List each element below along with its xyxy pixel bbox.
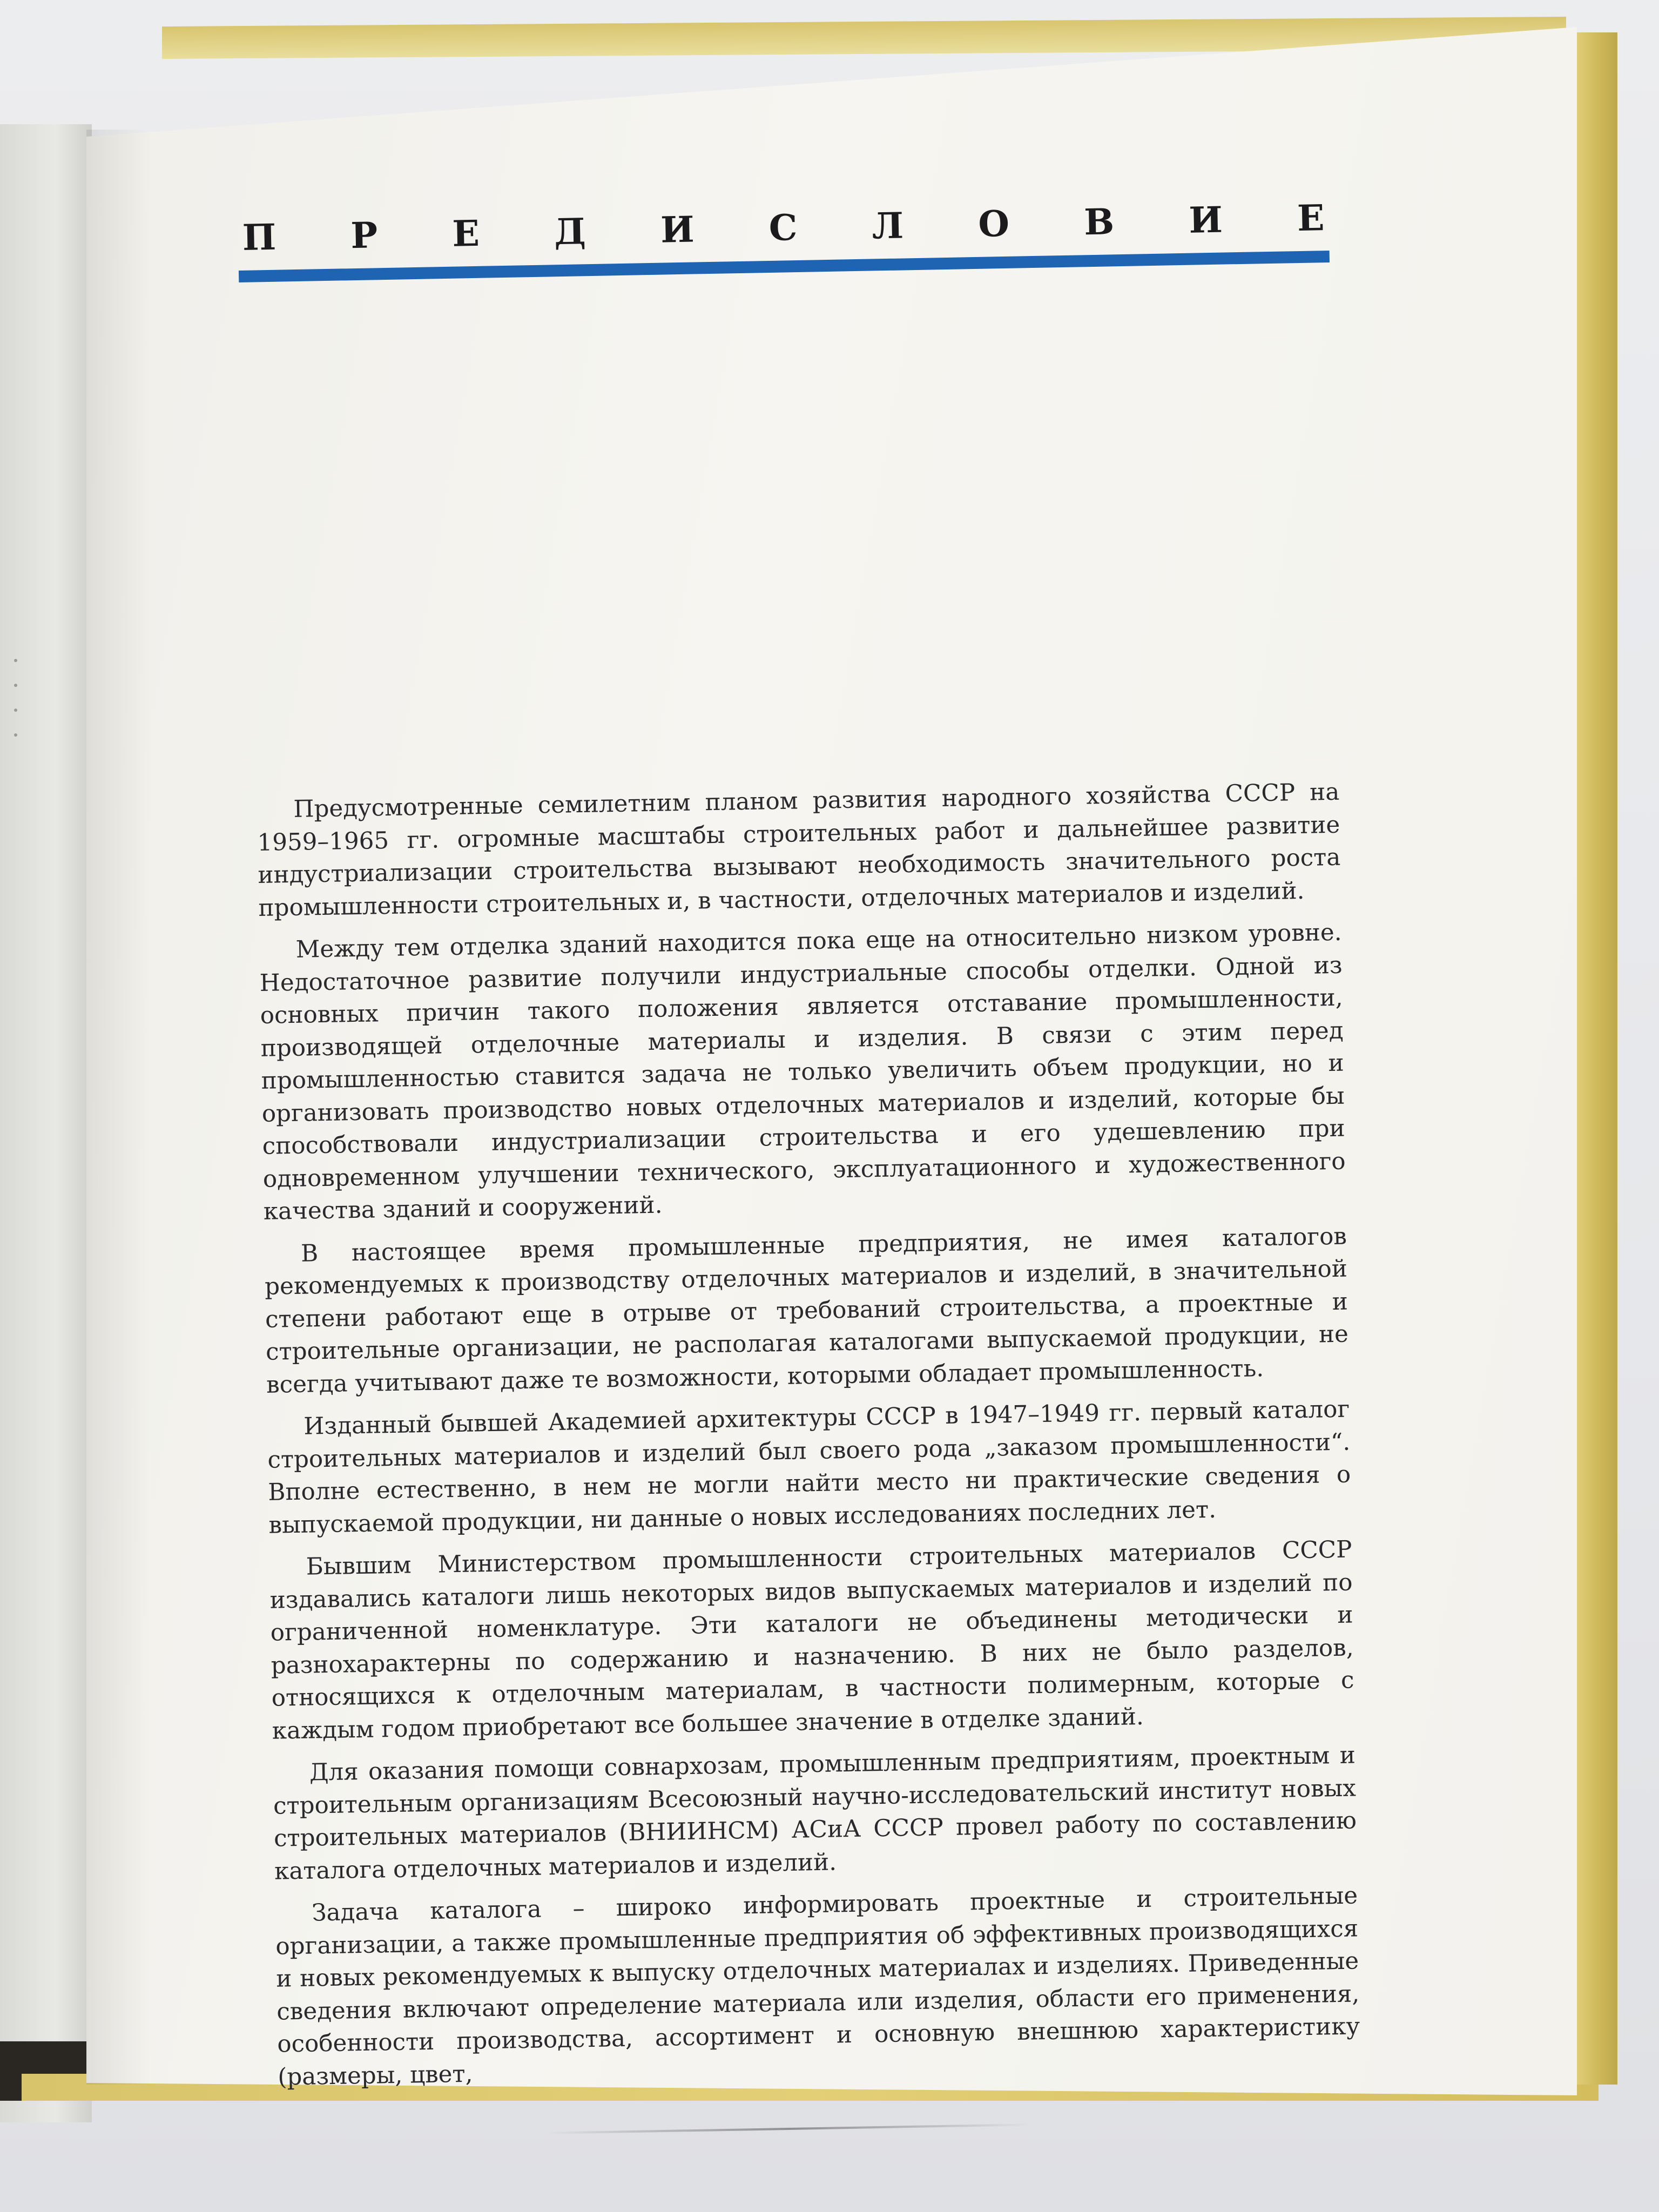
paragraph: В настоящее время промышленные предприятия, не имея каталогов рекомендуемых к производству отделочных материалов и изделий, в значительной степени работают еще в отрыве от требований строительства, а проектные и строительные организации, не располагая каталогами выпускаемой продукции, не всегда учитывают даже те возможности, которыми обладает промышленность. (264, 1223, 1349, 1399)
heading-letter: О (977, 202, 1010, 245)
heading-letter: Л (872, 204, 904, 247)
heading-letter: П (242, 215, 276, 259)
heading-letter: Р (350, 214, 378, 257)
heading-letter: Д (554, 210, 586, 253)
paragraph: Предусмотренные семилетним планом развития народного хозяйства СССР на 1959–1965 гг. огромные масштабы строительных работ и дальнейшее развитие индустриализации строительства вызывают необходимость значительного роста промышленности строительных и, в частности, отделочных материалов и изделий. (257, 778, 1341, 922)
paragraph: Для оказания помощи совнархозам, промышленным предприятиям, проектным и строительным организациям Всесоюзный научно-исследовательский институт новых строительных материалов (ВНИИНСМ) АСиА СССР провел работу по составлению каталога отделочных материалов и изделий. (273, 1742, 1357, 1885)
heading-letter: Е (451, 212, 480, 255)
heading-letter: И (1188, 198, 1223, 241)
book-cover (0, 124, 92, 2122)
heading-letter: С (768, 206, 798, 249)
paragraph: Задача каталога – широко информировать проектные и строительные организации, а также промышленные предприятия об эффективных производящихся и новых рекомендуемых к выпуску отделочных материалах и изделиях. Приведенные сведения включают определение материала или изделия, области его применения, особенности производства, ассортимент и основную внешнюю характеристику (размеры, цвет, (275, 1882, 1360, 2091)
paragraph: Бывшим Министерством промышленности строительных материалов СССР издавались каталоги лишь некоторых видов выпускаемых материалов и изделий по ограниченной номенклатуре. Эти каталоги не объединены методически и разнохарактерны по содержанию и назначению. В них не было разделов, относящихся к отделочным материалам, в частности полимерным, которые с каждым годом приобретают все большее значение в отделке зданий. (269, 1536, 1354, 1745)
heading-letter: В (1083, 200, 1115, 244)
heading-letter: И (660, 208, 695, 251)
heading-letter: Е (1297, 197, 1325, 240)
body-text (257, 776, 1361, 2103)
paragraph: Изданный бывшей Академией архитектуры СССР в 1947–1949 гг. первый каталог строительных материалов и изделий был своего рода „заказом промышленности“. Вполне естественно, в нем не могли найти место ни практические сведения о выпускаемой продукции, ни данные о новых исследованиях последних лет. (267, 1395, 1351, 1539)
surface-scratch (545, 2123, 1031, 2134)
page-stack-right (1574, 32, 1617, 2085)
page-gutter-shadow (86, 130, 151, 2085)
paragraph: Между тем отделка зданий находится пока еще на относительно низком уровне. Недостаточное развитие получили индустриальные способы отделки. Одной из основных причин такого положения является отставание промышленности, производящей отделочные материалы и изделия. В связи с этим перед промышленностью ставится задача не только увеличить объем продукции, но и организовать производство новых отделочных материалов и изделий, которые бы способствовали индустриализации строительства и его удешевлению при одновременном улучшении технического, эксплуатационного и художественного качества зданий и сооружений. (259, 919, 1346, 1225)
binding-holes (8, 637, 24, 799)
